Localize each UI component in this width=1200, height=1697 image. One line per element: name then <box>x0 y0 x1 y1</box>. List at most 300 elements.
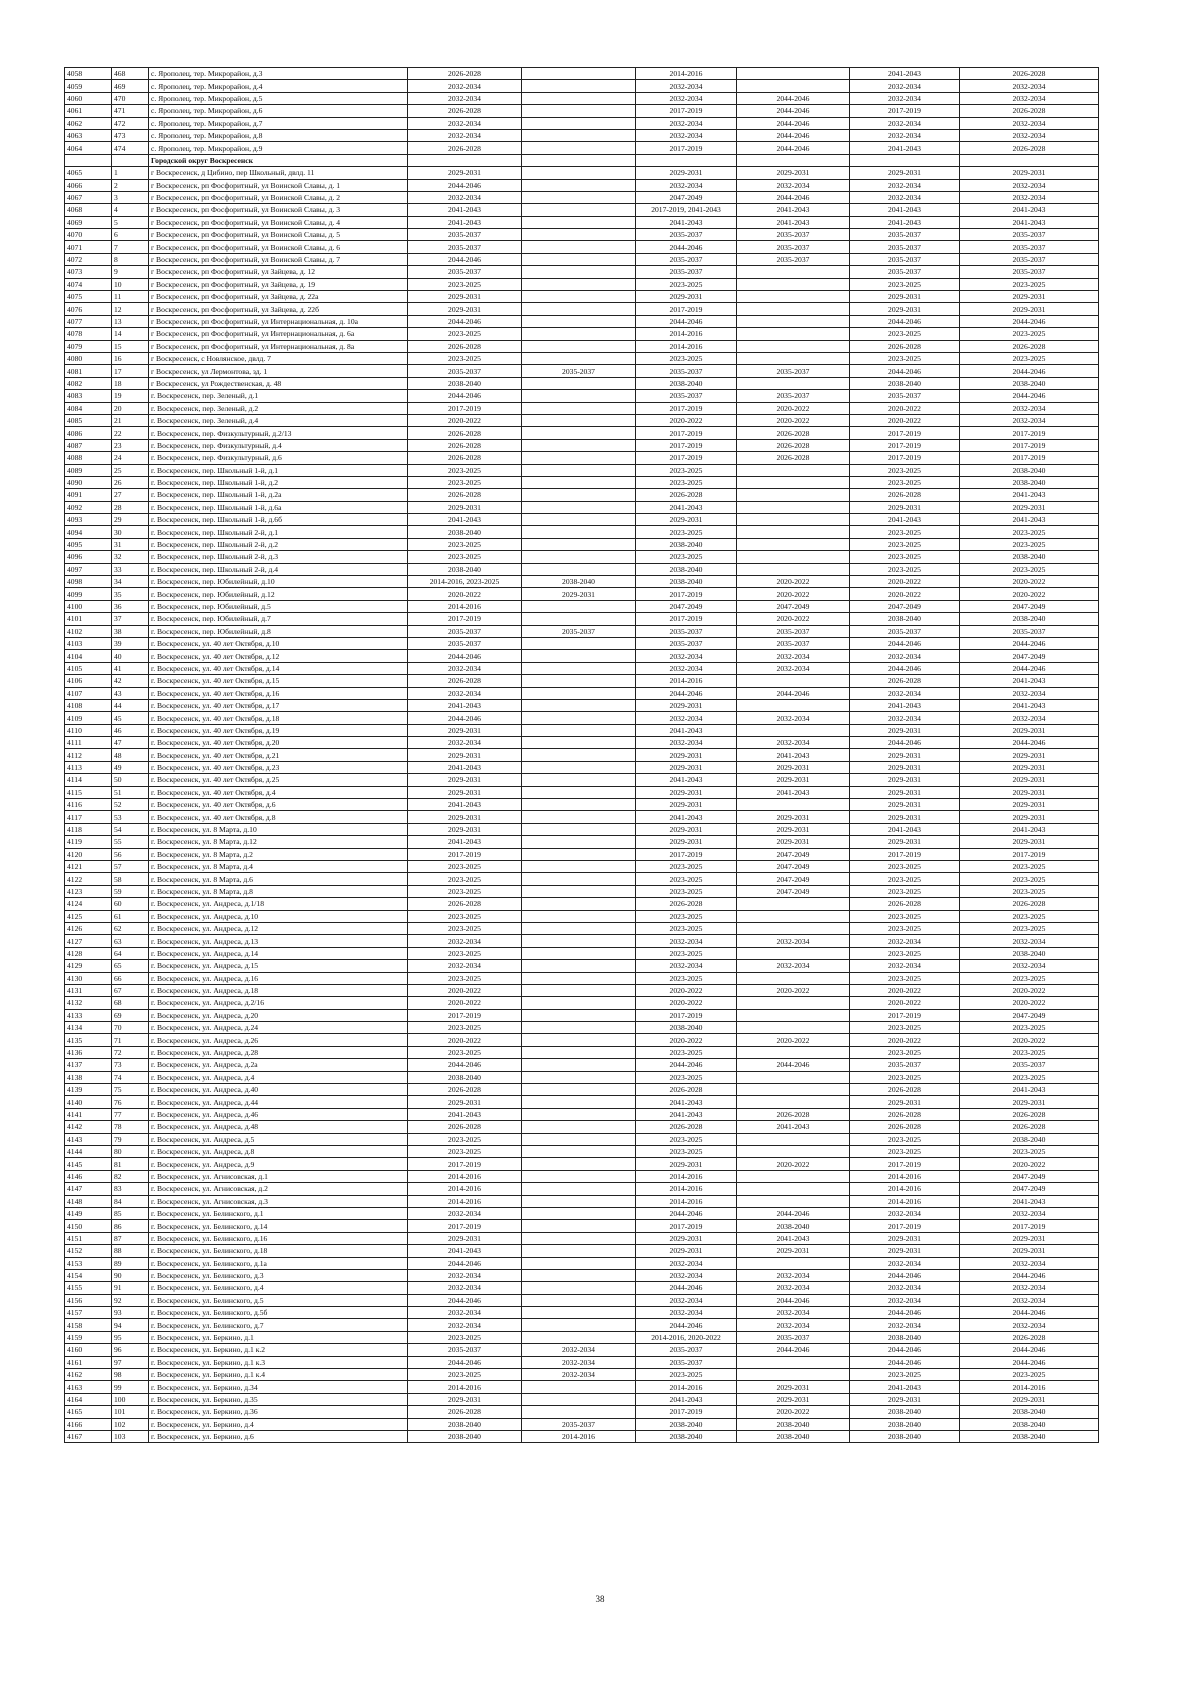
period-cell-2: 2035-2037 <box>522 625 636 637</box>
table-row <box>65 675 1099 687</box>
sub-number: 5 <box>112 216 149 228</box>
period-cell-2 <box>522 637 636 649</box>
table-row <box>65 427 1099 439</box>
address-cell: г. Воскресенск, пер. Школьный 1-й, д.6б <box>149 514 408 526</box>
address-cell: г Воскресенск, рп Фосфоритный, ул Воинской Славы, д. 3 <box>149 204 408 216</box>
period-cell-5: 2026-2028 <box>850 340 960 352</box>
period-cell-5: 2026-2028 <box>850 1084 960 1096</box>
period-cell-1: 2044-2046 <box>408 1294 522 1306</box>
period-cell-3: 2044-2046 <box>636 1282 737 1294</box>
table-row <box>65 576 1099 588</box>
period-cell-2 <box>522 922 636 934</box>
period-cell-1: 2020-2022 <box>408 588 522 600</box>
period-cell-6: 2047-2049 <box>960 650 1099 662</box>
table-row <box>65 1331 1099 1343</box>
sub-number: 12 <box>112 303 149 315</box>
period-cell-3: 2032-2034 <box>636 960 737 972</box>
period-cell-5: 2029-2031 <box>850 786 960 798</box>
period-cell-6: 2020-2022 <box>960 1034 1099 1046</box>
period-cell-1: 2038-2040 <box>408 563 522 575</box>
period-cell-4: 2035-2037 <box>737 390 850 402</box>
period-cell-2: 2032-2034 <box>522 1369 636 1381</box>
table-row <box>65 1257 1099 1269</box>
period-cell-1: 2032-2034 <box>408 117 522 129</box>
row-number: 4059 <box>65 80 112 92</box>
period-cell-5: 2023-2025 <box>850 1133 960 1145</box>
address-cell: г. Воскресенск, ул. 8 Марта, д.2 <box>149 848 408 860</box>
period-cell-4: 2041-2043 <box>737 1121 850 1133</box>
period-cell-4 <box>737 154 850 166</box>
table-row <box>65 960 1099 972</box>
row-number: 4150 <box>65 1220 112 1232</box>
period-cell-2 <box>522 1294 636 1306</box>
period-cell-5: 2023-2025 <box>850 278 960 290</box>
sub-number: 70 <box>112 1022 149 1034</box>
period-cell-5: 2041-2043 <box>850 1381 960 1393</box>
period-cell-4 <box>737 1046 850 1058</box>
sub-number: 97 <box>112 1356 149 1368</box>
period-cell-3: 2023-2025 <box>636 1133 737 1145</box>
table-row <box>65 452 1099 464</box>
sub-number: 90 <box>112 1269 149 1281</box>
period-cell-3: 2017-2019 <box>636 848 737 860</box>
period-cell-5: 2029-2031 <box>850 774 960 786</box>
sub-number: 31 <box>112 538 149 550</box>
row-number: 4093 <box>65 514 112 526</box>
period-cell-5: 2023-2025 <box>850 947 960 959</box>
period-cell-4: 2032-2034 <box>737 960 850 972</box>
sub-number: 93 <box>112 1307 149 1319</box>
period-cell-2 <box>522 749 636 761</box>
row-number: 4087 <box>65 439 112 451</box>
sub-number: 50 <box>112 774 149 786</box>
period-cell-3: 2017-2019 <box>636 402 737 414</box>
period-cell-4: 2041-2043 <box>737 216 850 228</box>
period-cell-3: 2038-2040 <box>636 1022 737 1034</box>
table-row <box>65 179 1099 191</box>
table-row <box>65 662 1099 674</box>
table-row <box>65 204 1099 216</box>
period-cell-1: 2029-2031 <box>408 501 522 513</box>
period-cell-4: 2044-2046 <box>737 687 850 699</box>
period-cell-5: 2020-2022 <box>850 414 960 426</box>
period-cell-1: 2041-2043 <box>408 204 522 216</box>
period-cell-3: 2041-2043 <box>636 811 737 823</box>
schedule-sheet <box>64 67 1098 1443</box>
period-cell-6: 2026-2028 <box>960 1121 1099 1133</box>
period-cell-3: 2029-2031 <box>636 167 737 179</box>
sub-number: 468 <box>112 68 149 80</box>
period-cell-3: 2041-2043 <box>636 216 737 228</box>
period-cell-5: 2044-2046 <box>850 365 960 377</box>
row-number: 4094 <box>65 526 112 538</box>
period-cell-1: 2014-2016 <box>408 600 522 612</box>
table-row <box>65 315 1099 327</box>
period-cell-1: 2032-2034 <box>408 737 522 749</box>
section-header-row <box>65 154 1099 166</box>
row-number: 4061 <box>65 105 112 117</box>
period-cell-5: 2023-2025 <box>850 1046 960 1058</box>
period-cell-3: 2038-2040 <box>636 1418 737 1430</box>
period-cell-1: 2035-2037 <box>408 625 522 637</box>
period-cell-1: 2038-2040 <box>408 1418 522 1430</box>
period-cell-1: 2044-2046 <box>408 179 522 191</box>
period-cell-2 <box>522 1071 636 1083</box>
address-cell: г Воскресенск, рп Фосфоритный, ул Зайцева, д. 19 <box>149 278 408 290</box>
period-cell-4: 2020-2022 <box>737 414 850 426</box>
period-cell-1: 2020-2022 <box>408 1034 522 1046</box>
period-cell-2 <box>522 613 636 625</box>
period-cell-5: 2023-2025 <box>850 910 960 922</box>
sub-number: 11 <box>112 291 149 303</box>
period-cell-4 <box>737 922 850 934</box>
period-cell-4: 2047-2049 <box>737 861 850 873</box>
table-row <box>65 972 1099 984</box>
period-cell-4: 2041-2043 <box>737 1232 850 1244</box>
period-cell-2 <box>522 1282 636 1294</box>
period-cell-4 <box>737 563 850 575</box>
period-cell-6 <box>960 154 1099 166</box>
period-cell-3: 2032-2034 <box>636 179 737 191</box>
row-number: 4156 <box>65 1294 112 1306</box>
period-cell-4 <box>737 526 850 538</box>
address-cell: г. Воскресенск, ул. 40 лет Октября, д.6 <box>149 799 408 811</box>
period-cell-3: 2023-2025 <box>636 352 737 364</box>
row-number: 4133 <box>65 1009 112 1021</box>
period-cell-6: 2029-2031 <box>960 749 1099 761</box>
table-row <box>65 1133 1099 1145</box>
period-cell-3: 2029-2031 <box>636 786 737 798</box>
period-cell-3: 2047-2049 <box>636 191 737 203</box>
period-cell-1: 2026-2028 <box>408 452 522 464</box>
period-cell-6: 2047-2049 <box>960 1183 1099 1195</box>
table-row <box>65 489 1099 501</box>
period-cell-2: 2038-2040 <box>522 576 636 588</box>
period-cell-6: 2044-2046 <box>960 662 1099 674</box>
row-number: 4103 <box>65 637 112 649</box>
row-number: 4085 <box>65 414 112 426</box>
row-number: 4154 <box>65 1269 112 1281</box>
period-cell-2: 2032-2034 <box>522 1356 636 1368</box>
period-cell-1: 2032-2034 <box>408 1319 522 1331</box>
sub-number: 57 <box>112 861 149 873</box>
period-cell-2 <box>522 1170 636 1182</box>
sub-number: 72 <box>112 1046 149 1058</box>
table-body <box>65 68 1099 1443</box>
period-cell-5: 2020-2022 <box>850 588 960 600</box>
period-cell-1: 2017-2019 <box>408 402 522 414</box>
sub-number: 474 <box>112 142 149 154</box>
period-cell-5: 2035-2037 <box>850 266 960 278</box>
address-cell: г. Воскресенск, ул. Беркино, д.34 <box>149 1381 408 1393</box>
period-cell-4 <box>737 551 850 563</box>
table-row <box>65 1096 1099 1108</box>
period-cell-6: 2020-2022 <box>960 984 1099 996</box>
period-cell-2 <box>522 1084 636 1096</box>
period-cell-6: 2041-2043 <box>960 699 1099 711</box>
period-cell-4 <box>737 538 850 550</box>
period-cell-4: 2020-2022 <box>737 984 850 996</box>
row-number: 4072 <box>65 253 112 265</box>
period-cell-4 <box>737 1257 850 1269</box>
period-cell-2 <box>522 997 636 1009</box>
table-row <box>65 105 1099 117</box>
row-number: 4141 <box>65 1108 112 1120</box>
period-cell-3: 2041-2043 <box>636 1108 737 1120</box>
period-cell-6: 2032-2034 <box>960 92 1099 104</box>
period-cell-4 <box>737 1170 850 1182</box>
period-cell-1: 2041-2043 <box>408 799 522 811</box>
period-cell-4: 2035-2037 <box>737 637 850 649</box>
period-cell-4: 2044-2046 <box>737 1344 850 1356</box>
period-cell-5: 2020-2022 <box>850 1034 960 1046</box>
address-cell: г. Воскресенск, пер. Школьный 2-й, д.2 <box>149 538 408 550</box>
period-cell-2 <box>522 167 636 179</box>
row-number: 4082 <box>65 377 112 389</box>
period-cell-3: 2035-2037 <box>636 390 737 402</box>
address-cell: г. Воскресенск, ул. 40 лет Октября, д.16 <box>149 687 408 699</box>
period-cell-2 <box>522 390 636 402</box>
address-cell: г. Воскресенск, ул. 8 Марта, д.8 <box>149 885 408 897</box>
period-cell-6: 2032-2034 <box>960 191 1099 203</box>
period-cell-5: 2041-2043 <box>850 142 960 154</box>
period-cell-3: 2017-2019 <box>636 452 737 464</box>
sub-number: 52 <box>112 799 149 811</box>
address-cell: г. Воскресенск, пер. Зеленый, д.2 <box>149 402 408 414</box>
table-row <box>65 1071 1099 1083</box>
period-cell-1: 2026-2028 <box>408 340 522 352</box>
row-number: 4159 <box>65 1331 112 1343</box>
table-row <box>65 402 1099 414</box>
period-cell-3: 2038-2040 <box>636 576 737 588</box>
period-cell-4: 2026-2028 <box>737 452 850 464</box>
address-cell: г. Воскресенск, ул. 40 лет Октября, д.19 <box>149 724 408 736</box>
period-cell-5: 2035-2037 <box>850 390 960 402</box>
period-cell-1: 2038-2040 <box>408 377 522 389</box>
row-number: 4112 <box>65 749 112 761</box>
period-cell-1: 2029-2031 <box>408 724 522 736</box>
row-number: 4069 <box>65 216 112 228</box>
period-cell-1: 2026-2028 <box>408 1406 522 1418</box>
period-cell-1: 2032-2034 <box>408 1207 522 1219</box>
period-cell-5: 2038-2040 <box>850 1331 960 1343</box>
address-cell: г Воскресенск, рп Фосфоритный, ул Воинской Славы, д. 1 <box>149 179 408 191</box>
row-number: 4110 <box>65 724 112 736</box>
period-cell-3: 2044-2046 <box>636 1059 737 1071</box>
sub-number: 48 <box>112 749 149 761</box>
period-cell-4: 2029-2031 <box>737 1381 850 1393</box>
address-cell: г. Воскресенск, ул. Агнисовская, д.3 <box>149 1195 408 1207</box>
address-cell: г. Воскресенск, пер. Юбилейный, д.7 <box>149 613 408 625</box>
period-cell-3: 2035-2037 <box>636 637 737 649</box>
table-row <box>65 241 1099 253</box>
sub-number: 47 <box>112 737 149 749</box>
period-cell-5: 2023-2025 <box>850 563 960 575</box>
period-cell-3: 2029-2031 <box>636 699 737 711</box>
table-row <box>65 811 1099 823</box>
sub-number: 98 <box>112 1369 149 1381</box>
period-cell-5: 2032-2034 <box>850 712 960 724</box>
address-cell: г. Воскресенск, ул. 8 Марта, д.10 <box>149 823 408 835</box>
period-cell-6: 2023-2025 <box>960 278 1099 290</box>
period-cell-3: 2041-2043 <box>636 501 737 513</box>
period-cell-5: 2020-2022 <box>850 984 960 996</box>
period-cell-4: 2029-2031 <box>737 1245 850 1257</box>
period-cell-2 <box>522 315 636 327</box>
period-cell-1: 2032-2034 <box>408 960 522 972</box>
period-cell-4 <box>737 476 850 488</box>
period-cell-3: 2023-2025 <box>636 947 737 959</box>
period-cell-6: 2044-2046 <box>960 737 1099 749</box>
period-cell-5: 2023-2025 <box>850 538 960 550</box>
period-cell-5: 2032-2034 <box>850 179 960 191</box>
address-cell: г. Воскресенск, пер. Школьный 2-й, д.4 <box>149 563 408 575</box>
period-cell-2 <box>522 328 636 340</box>
row-number: 4090 <box>65 476 112 488</box>
period-cell-4 <box>737 947 850 959</box>
period-cell-6: 2044-2046 <box>960 315 1099 327</box>
page-number: 38 <box>595 1594 605 1604</box>
row-number: 4126 <box>65 922 112 934</box>
address-cell: г. Воскресенск, ул. Белинского, д.3 <box>149 1269 408 1281</box>
period-cell-6: 2026-2028 <box>960 142 1099 154</box>
period-cell-1: 2032-2034 <box>408 1269 522 1281</box>
address-cell: г. Воскресенск, пер. Школьный 1-й, д.1 <box>149 464 408 476</box>
address-cell: г. Воскресенск, пер. Школьный 2-й, д.3 <box>149 551 408 563</box>
table-row <box>65 229 1099 241</box>
period-cell-1: 2026-2028 <box>408 105 522 117</box>
period-cell-6: 2017-2019 <box>960 848 1099 860</box>
row-number: 4163 <box>65 1381 112 1393</box>
address-cell: г. Воскресенск, пер. Юбилейный, д.5 <box>149 600 408 612</box>
period-cell-3: 2038-2040 <box>636 377 737 389</box>
period-cell-2: 2032-2034 <box>522 1344 636 1356</box>
sub-number: 25 <box>112 464 149 476</box>
row-number: 4111 <box>65 737 112 749</box>
table-row <box>65 167 1099 179</box>
period-cell-6: 2029-2031 <box>960 799 1099 811</box>
period-cell-6: 2041-2043 <box>960 514 1099 526</box>
period-cell-3: 2023-2025 <box>636 278 737 290</box>
period-cell-5: 2014-2016 <box>850 1183 960 1195</box>
table-row <box>65 1034 1099 1046</box>
period-cell-6: 2023-2025 <box>960 526 1099 538</box>
period-cell-5: 2026-2028 <box>850 489 960 501</box>
period-cell-4: 2032-2034 <box>737 1307 850 1319</box>
period-cell-4: 2035-2037 <box>737 365 850 377</box>
period-cell-5: 2026-2028 <box>850 675 960 687</box>
period-cell-6: 2023-2025 <box>960 873 1099 885</box>
period-cell-1: 2032-2034 <box>408 1282 522 1294</box>
period-cell-3: 2032-2034 <box>636 1307 737 1319</box>
sub-number: 82 <box>112 1170 149 1182</box>
table-row <box>65 191 1099 203</box>
period-cell-1: 2032-2034 <box>408 92 522 104</box>
period-cell-3: 2038-2040 <box>636 1430 737 1442</box>
period-cell-2 <box>522 675 636 687</box>
row-number: 4166 <box>65 1418 112 1430</box>
sub-number: 59 <box>112 885 149 897</box>
table-row <box>65 216 1099 228</box>
period-cell-3: 2020-2022 <box>636 984 737 996</box>
period-cell-3: 2026-2028 <box>636 1084 737 1096</box>
period-cell-3: 2035-2037 <box>636 1344 737 1356</box>
period-cell-4: 2032-2034 <box>737 662 850 674</box>
row-number: 4107 <box>65 687 112 699</box>
sub-number: 101 <box>112 1406 149 1418</box>
period-cell-4 <box>737 80 850 92</box>
row-number: 4063 <box>65 129 112 141</box>
period-cell-6: 2026-2028 <box>960 1331 1099 1343</box>
period-cell-4: 2029-2031 <box>737 836 850 848</box>
period-cell-6: 2029-2031 <box>960 1245 1099 1257</box>
period-cell-5: 2029-2031 <box>850 291 960 303</box>
row-number: 4129 <box>65 960 112 972</box>
period-cell-1: 2020-2022 <box>408 414 522 426</box>
row-number: 4084 <box>65 402 112 414</box>
row-number: 4118 <box>65 823 112 835</box>
period-cell-4: 2035-2037 <box>737 229 850 241</box>
sub-number: 81 <box>112 1158 149 1170</box>
address-cell: г. Воскресенск, ул. Андреса, д.12 <box>149 922 408 934</box>
period-cell-5 <box>850 154 960 166</box>
address-cell: г. Воскресенск, ул. Андреса, д.20 <box>149 1009 408 1021</box>
row-number: 4079 <box>65 340 112 352</box>
period-cell-4: 2032-2034 <box>737 1282 850 1294</box>
period-cell-6: 2029-2031 <box>960 724 1099 736</box>
address-cell: г. Воскресенск, ул. Андреса, д.24 <box>149 1022 408 1034</box>
period-cell-1: 2017-2019 <box>408 1009 522 1021</box>
period-cell-1: 2023-2025 <box>408 947 522 959</box>
period-cell-6: 2035-2037 <box>960 253 1099 265</box>
period-cell-3: 2035-2037 <box>636 266 737 278</box>
period-cell-3: 2044-2046 <box>636 687 737 699</box>
period-cell-3: 2032-2034 <box>636 662 737 674</box>
period-cell-3: 2014-2016 <box>636 68 737 80</box>
period-cell-1: 2035-2037 <box>408 241 522 253</box>
address-cell: г. Воскресенск, ул. Андреса, д.13 <box>149 935 408 947</box>
period-cell-2 <box>522 885 636 897</box>
row-number: 4167 <box>65 1430 112 1442</box>
period-cell-4 <box>737 514 850 526</box>
row-number: 4078 <box>65 328 112 340</box>
period-cell-3: 2017-2019 <box>636 105 737 117</box>
period-cell-1: 2023-2025 <box>408 1046 522 1058</box>
period-cell-2 <box>522 1183 636 1195</box>
period-cell-3: 2041-2043 <box>636 1393 737 1405</box>
sub-number: 35 <box>112 588 149 600</box>
period-cell-4: 2026-2028 <box>737 439 850 451</box>
period-cell-5: 2029-2031 <box>850 1393 960 1405</box>
table-row <box>65 1319 1099 1331</box>
period-cell-5: 2029-2031 <box>850 749 960 761</box>
address-cell: с. Ярополец, тер. Микрорайон, д.8 <box>149 129 408 141</box>
table-row <box>65 129 1099 141</box>
table-row <box>65 1282 1099 1294</box>
period-cell-1: 2044-2046 <box>408 712 522 724</box>
period-cell-3: 2017-2019 <box>636 1406 737 1418</box>
period-cell-3: 2023-2025 <box>636 922 737 934</box>
period-cell-6: 2038-2040 <box>960 1133 1099 1145</box>
period-cell-6: 2032-2034 <box>960 712 1099 724</box>
sub-number: 96 <box>112 1344 149 1356</box>
period-cell-1: 2026-2028 <box>408 427 522 439</box>
address-cell: г Воскресенск, рп Фосфоритный, ул Зайцева, д. 12 <box>149 266 408 278</box>
row-number: 4125 <box>65 910 112 922</box>
period-cell-3: 2029-2031 <box>636 1158 737 1170</box>
period-cell-6: 2023-2025 <box>960 910 1099 922</box>
table-row <box>65 761 1099 773</box>
